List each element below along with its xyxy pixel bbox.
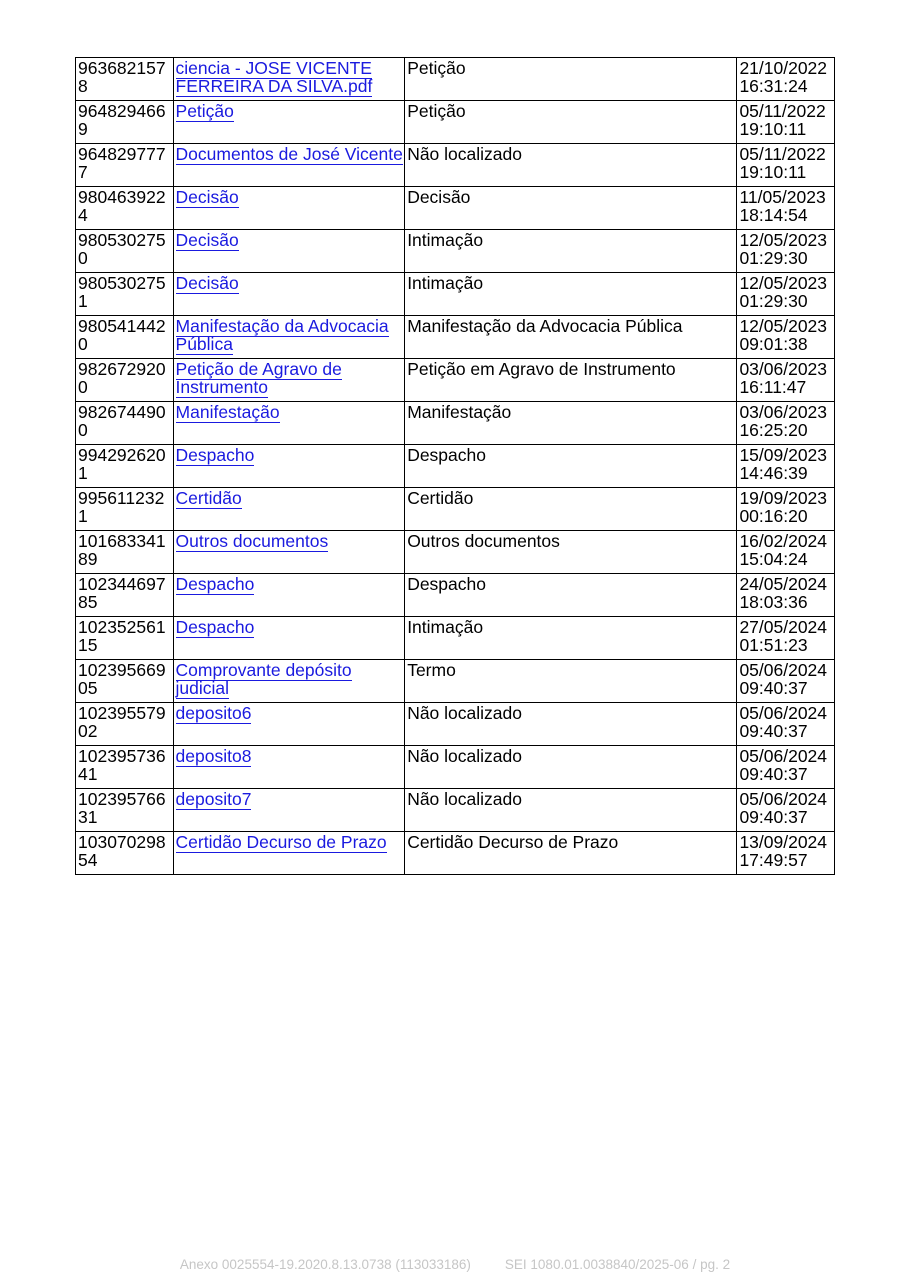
document-datetime-cell	[737, 101, 835, 144]
document-datetime-cell	[737, 574, 835, 617]
document-time: 09:40:37	[739, 720, 808, 741]
document-id-cell: 10168334189	[76, 531, 174, 574]
document-time: 00:16:20	[739, 505, 808, 526]
document-date: 05/06/2024	[739, 789, 828, 809]
document-id-cell: 9826729200	[76, 359, 174, 402]
document-type-cell: Não localizado	[405, 144, 737, 187]
document-type-cell: Despacho	[405, 445, 737, 488]
document-datetime-cell	[737, 144, 835, 187]
document-name-cell	[173, 359, 405, 402]
document-datetime-cell	[737, 617, 835, 660]
document-time: 09:01:38	[739, 333, 808, 354]
table-row	[76, 144, 835, 187]
document-date: 05/11/2022	[739, 144, 826, 164]
document-time: 16:25:20	[739, 419, 808, 440]
document-link[interactable]: deposito7	[175, 789, 252, 809]
table-row	[76, 101, 835, 144]
document-time: 17:49:57	[739, 849, 808, 870]
document-datetime-cell	[737, 230, 835, 273]
document-id-cell: 9826744900	[76, 402, 174, 445]
document-date: 24/05/2024	[739, 574, 828, 594]
document-type-cell: Manifestação	[405, 402, 737, 445]
table-row	[76, 703, 835, 746]
document-date: 11/05/2023	[739, 187, 826, 207]
table-row	[76, 832, 835, 875]
footer-sei-page: SEI 1080.01.0038840/2025-06 / pg. 2	[504, 1257, 731, 1272]
document-datetime-cell	[737, 359, 835, 402]
document-link[interactable]: Documentos de José Vicente	[175, 144, 403, 164]
document-id-cell: 9805302751	[76, 273, 174, 316]
table-row	[76, 445, 835, 488]
table-row	[76, 531, 835, 574]
table-row	[76, 230, 835, 273]
document-date: 21/10/2022	[739, 58, 828, 78]
document-id-cell: 10234469785	[76, 574, 174, 617]
document-id-cell: 10239576631	[76, 789, 174, 832]
document-name-cell	[173, 230, 405, 273]
footer-annex: Anexo 0025554-19.2020.8.13.0738 (113033186)	[179, 1257, 471, 1272]
document-time: 16:31:24	[739, 75, 808, 96]
document-datetime-cell	[737, 789, 835, 832]
document-type-cell: Certidão Decurso de Prazo	[405, 832, 737, 875]
document-link[interactable]: Manifestação da Advocacia Pública	[175, 316, 389, 354]
document-id-cell: 9956112321	[76, 488, 174, 531]
document-datetime-cell	[737, 832, 835, 875]
document-date: 05/06/2024	[739, 660, 828, 680]
document-name-cell	[173, 316, 405, 359]
table-row	[76, 746, 835, 789]
document-link[interactable]: Comprovante depósito judicial	[175, 660, 352, 698]
document-id-cell: 9805302750	[76, 230, 174, 273]
document-type-cell: Não localizado	[405, 789, 737, 832]
document-type-cell: Não localizado	[405, 746, 737, 789]
document-datetime-cell	[737, 660, 835, 703]
document-id-cell: 10307029854	[76, 832, 174, 875]
document-name-cell	[173, 58, 405, 101]
document-name-cell	[173, 703, 405, 746]
document-name-cell	[173, 574, 405, 617]
document-time: 19:10:11	[739, 118, 807, 139]
document-id-cell: 9636821578	[76, 58, 174, 101]
document-time: 01:51:23	[739, 634, 808, 655]
table-row	[76, 273, 835, 316]
document-link[interactable]: Manifestação	[175, 402, 280, 422]
document-time: 01:29:30	[739, 247, 808, 268]
document-link[interactable]: deposito6	[175, 703, 252, 723]
document-name-cell	[173, 273, 405, 316]
document-type-cell: Manifestação da Advocacia Pública	[405, 316, 737, 359]
document-name-cell	[173, 101, 405, 144]
document-id-cell: 10239573641	[76, 746, 174, 789]
document-id-cell: 10239566905	[76, 660, 174, 703]
table-row	[76, 574, 835, 617]
document-datetime-cell	[737, 746, 835, 789]
document-date: 05/06/2024	[739, 703, 828, 723]
document-link[interactable]: Despacho	[175, 445, 255, 465]
document-date: 27/05/2024	[739, 617, 828, 637]
document-date: 12/05/2023	[739, 273, 828, 293]
document-type-cell: Intimação	[405, 273, 737, 316]
document-time: 09:40:37	[739, 763, 808, 784]
document-id-cell: 9805414420	[76, 316, 174, 359]
document-date: 03/06/2023	[739, 402, 828, 422]
document-type-cell: Termo	[405, 660, 737, 703]
document-name-cell	[173, 445, 405, 488]
document-type-cell: Despacho	[405, 574, 737, 617]
document-time: 09:40:37	[739, 677, 808, 698]
document-date: 19/09/2023	[739, 488, 828, 508]
document-link[interactable]: deposito8	[175, 746, 252, 766]
document-datetime-cell	[737, 531, 835, 574]
table-row	[76, 488, 835, 531]
document-link[interactable]: Petição	[175, 101, 234, 121]
document-link[interactable]: Petição de Agravo de Instrumento	[175, 359, 342, 397]
document-name-cell	[173, 488, 405, 531]
document-date: 13/09/2024	[739, 832, 828, 852]
document-name-cell	[173, 531, 405, 574]
document-time: 18:14:54	[739, 204, 808, 225]
document-id-cell: 10235256115	[76, 617, 174, 660]
document-datetime-cell	[737, 58, 835, 101]
document-name-cell	[173, 660, 405, 703]
document-date: 15/09/2023	[739, 445, 828, 465]
documents-table-body	[76, 58, 835, 875]
table-row	[76, 187, 835, 230]
document-name-cell	[173, 617, 405, 660]
page-footer	[0, 1257, 910, 1272]
document-id-cell: 9648294669	[76, 101, 174, 144]
document-date: 16/02/2024	[739, 531, 828, 551]
document-datetime-cell	[737, 488, 835, 531]
document-name-cell	[173, 832, 405, 875]
document-type-cell: Outros documentos	[405, 531, 737, 574]
document-name-cell	[173, 187, 405, 230]
table-row	[76, 789, 835, 832]
document-type-cell: Intimação	[405, 617, 737, 660]
documents-table	[75, 57, 835, 875]
document-link[interactable]: Outros documentos	[175, 531, 329, 551]
table-row	[76, 316, 835, 359]
document-link[interactable]: Decisão	[175, 230, 239, 250]
document-datetime-cell	[737, 445, 835, 488]
document-datetime-cell	[737, 187, 835, 230]
document-id-cell: 9648297777	[76, 144, 174, 187]
document-link[interactable]: Despacho	[175, 617, 255, 637]
document-datetime-cell	[737, 316, 835, 359]
document-id-cell: 9942926201	[76, 445, 174, 488]
document-name-cell	[173, 144, 405, 187]
document-type-cell: Não localizado	[405, 703, 737, 746]
document-id-cell: 10239557902	[76, 703, 174, 746]
document-time: 01:29:30	[739, 290, 808, 311]
document-link[interactable]: Decisão	[175, 273, 239, 293]
document-time: 18:03:36	[739, 591, 808, 612]
document-type-cell: Petição	[405, 101, 737, 144]
document-type-cell: Petição	[405, 58, 737, 101]
document-date: 12/05/2023	[739, 316, 828, 336]
document-type-cell: Certidão	[405, 488, 737, 531]
table-row	[76, 359, 835, 402]
document-datetime-cell	[737, 402, 835, 445]
document-type-cell: Decisão	[405, 187, 737, 230]
document-name-cell	[173, 402, 405, 445]
document-id-cell: 9804639224	[76, 187, 174, 230]
document-link[interactable]: Decisão	[175, 187, 239, 207]
document-time: 16:11:47	[739, 376, 807, 397]
document-link[interactable]: Certidão	[175, 488, 242, 508]
table-row	[76, 617, 835, 660]
document-type-cell: Petição em Agravo de Instrumento	[405, 359, 737, 402]
document-link[interactable]: Despacho	[175, 574, 255, 594]
table-row	[76, 58, 835, 101]
document-link[interactable]: Certidão Decurso de Prazo	[175, 832, 387, 852]
document-time: 15:04:24	[739, 548, 808, 569]
document-date: 12/05/2023	[739, 230, 828, 250]
document-link[interactable]: ciencia - JOSE VICENTE FERREIRA DA SILVA.pdf	[175, 58, 373, 96]
document-date: 05/11/2022	[739, 101, 826, 121]
document-datetime-cell	[737, 703, 835, 746]
document-date: 03/06/2023	[739, 359, 828, 379]
table-row	[76, 660, 835, 703]
document-name-cell	[173, 746, 405, 789]
document-time: 14:46:39	[739, 462, 808, 483]
document-date: 05/06/2024	[739, 746, 828, 766]
document-datetime-cell	[737, 273, 835, 316]
document-type-cell: Intimação	[405, 230, 737, 273]
document-name-cell	[173, 789, 405, 832]
table-row	[76, 402, 835, 445]
document-time: 09:40:37	[739, 806, 808, 827]
document-time: 19:10:11	[739, 161, 807, 182]
